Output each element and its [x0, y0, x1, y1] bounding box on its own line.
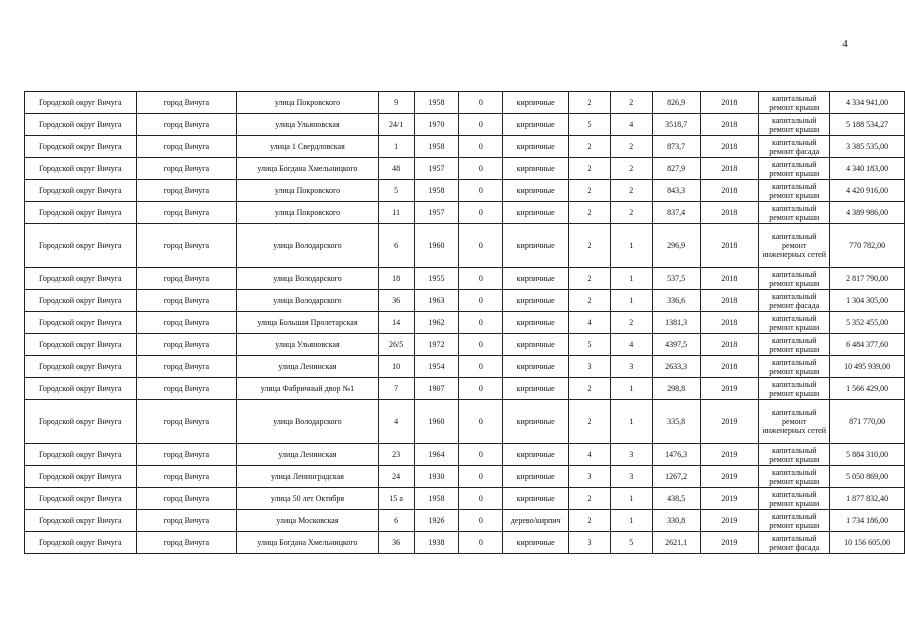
cell-floors: 5	[569, 334, 611, 356]
table-row	[25, 180, 905, 202]
cell-plan-year: 2019	[700, 488, 759, 510]
cell-city: город Вичуга	[136, 488, 237, 510]
cell-city: город Вичуга	[136, 136, 237, 158]
cell-cost: 5 188 534,27	[830, 114, 905, 136]
cell-floors: 2	[569, 510, 611, 532]
cell-street: улица Ульяновская	[237, 334, 379, 356]
cell-district: Городской округ Вичуга	[25, 334, 137, 356]
cell-city: город Вичуга	[136, 532, 237, 554]
cell-year: 1960	[414, 400, 459, 444]
cell-cost: 1 304 305,00	[830, 290, 905, 312]
cell-floors: 2	[569, 290, 611, 312]
cell-col6: 0	[459, 92, 503, 114]
cell-cost: 5 352 455,00	[830, 312, 905, 334]
cell-work: капитальный ремонт крыши	[759, 510, 830, 532]
cell-year: 1907	[414, 378, 459, 400]
cell-year: 1958	[414, 180, 459, 202]
cell-area: 438,5	[652, 488, 700, 510]
cell-material: кирпичные	[503, 158, 569, 180]
cell-entrances: 5	[610, 532, 652, 554]
cell-cost: 4 420 916,00	[830, 180, 905, 202]
cell-floors: 4	[569, 312, 611, 334]
table-row	[25, 136, 905, 158]
cell-area: 1381,3	[652, 312, 700, 334]
cell-material: кирпичные	[503, 202, 569, 224]
cell-street: улица Богдана Хмельницкого	[237, 158, 379, 180]
cell-floors: 3	[569, 356, 611, 378]
cell-col6: 0	[459, 334, 503, 356]
cell-plan-year: 2018	[700, 224, 759, 268]
cell-plan-year: 2018	[700, 136, 759, 158]
cell-material: кирпичные	[503, 532, 569, 554]
cell-entrances: 4	[610, 334, 652, 356]
cell-city: город Вичуга	[136, 158, 237, 180]
cell-district: Городской округ Вичуга	[25, 136, 137, 158]
cell-area: 873,7	[652, 136, 700, 158]
cell-house: 6	[378, 510, 414, 532]
cell-street: улица Московская	[237, 510, 379, 532]
cell-material: кирпичные	[503, 92, 569, 114]
cell-street: улица Фабричный двор №1	[237, 378, 379, 400]
cell-work: капитальный ремонт крыши	[759, 114, 830, 136]
cell-district: Городской округ Вичуга	[25, 158, 137, 180]
cell-col6: 0	[459, 136, 503, 158]
cell-city: город Вичуга	[136, 444, 237, 466]
cell-area: 335,8	[652, 400, 700, 444]
cell-area: 2633,3	[652, 356, 700, 378]
table-row	[25, 158, 905, 180]
cell-house: 23	[378, 444, 414, 466]
cell-cost: 2 817 790,00	[830, 268, 905, 290]
table-row	[25, 290, 905, 312]
cell-material: кирпичные	[503, 466, 569, 488]
cell-entrances: 2	[610, 180, 652, 202]
cell-cost: 871 770,00	[830, 400, 905, 444]
cell-plan-year: 2019	[700, 444, 759, 466]
cell-district: Городской округ Вичуга	[25, 488, 137, 510]
cell-year: 1960	[414, 224, 459, 268]
cell-district: Городской округ Вичуга	[25, 444, 137, 466]
cell-city: город Вичуга	[136, 510, 237, 532]
cell-street: улица Покровского	[237, 202, 379, 224]
cell-col6: 0	[459, 202, 503, 224]
cell-district: Городской округ Вичуга	[25, 224, 137, 268]
cell-house: 9	[378, 92, 414, 114]
cell-plan-year: 2018	[700, 202, 759, 224]
cell-plan-year: 2019	[700, 400, 759, 444]
cell-entrances: 2	[610, 202, 652, 224]
table-row	[25, 356, 905, 378]
cell-material: кирпичные	[503, 378, 569, 400]
cell-house: 11	[378, 202, 414, 224]
cell-city: город Вичуга	[136, 290, 237, 312]
cell-col6: 0	[459, 180, 503, 202]
cell-area: 826,9	[652, 92, 700, 114]
cell-work: капитальный ремонт крыши	[759, 444, 830, 466]
cell-col6: 0	[459, 510, 503, 532]
table-row	[25, 378, 905, 400]
cell-floors: 3	[569, 466, 611, 488]
cell-work: капитальный ремонт крыши	[759, 466, 830, 488]
cell-material: кирпичные	[503, 312, 569, 334]
cell-material: кирпичные	[503, 268, 569, 290]
cell-district: Городской округ Вичуга	[25, 92, 137, 114]
cell-year: 1938	[414, 532, 459, 554]
cell-plan-year: 2018	[700, 356, 759, 378]
cell-street: улица Володарского	[237, 290, 379, 312]
cell-area: 843,3	[652, 180, 700, 202]
cell-street: улица Ленинградская	[237, 466, 379, 488]
cell-year: 1926	[414, 510, 459, 532]
cell-city: город Вичуга	[136, 334, 237, 356]
cell-house: 4	[378, 400, 414, 444]
cell-material: кирпичные	[503, 180, 569, 202]
cell-year: 1958	[414, 488, 459, 510]
cell-floors: 4	[569, 444, 611, 466]
cell-street: улица Большая Пролетарская	[237, 312, 379, 334]
cell-col6: 0	[459, 114, 503, 136]
cell-floors: 5	[569, 114, 611, 136]
cell-work: капитальный ремонт инженерных сетей	[759, 224, 830, 268]
page-number: 4	[842, 38, 848, 50]
cell-area: 336,6	[652, 290, 700, 312]
cell-cost: 10 495 939,00	[830, 356, 905, 378]
cell-city: город Вичуга	[136, 466, 237, 488]
cell-street: улица Володарского	[237, 268, 379, 290]
cell-area: 537,5	[652, 268, 700, 290]
cell-entrances: 3	[610, 466, 652, 488]
cell-year: 1930	[414, 466, 459, 488]
cell-cost: 10 156 605,00	[830, 532, 905, 554]
cell-year: 1972	[414, 334, 459, 356]
cell-cost: 4 334 941,00	[830, 92, 905, 114]
cell-district: Городской округ Вичуга	[25, 400, 137, 444]
cell-city: город Вичуга	[136, 202, 237, 224]
cell-work: капитальный ремонт крыши	[759, 180, 830, 202]
cell-district: Городской округ Вичуга	[25, 290, 137, 312]
cell-entrances: 1	[610, 488, 652, 510]
cell-house: 10	[378, 356, 414, 378]
cell-city: город Вичуга	[136, 356, 237, 378]
cell-floors: 2	[569, 224, 611, 268]
cell-house: 1	[378, 136, 414, 158]
cell-col6: 0	[459, 356, 503, 378]
cell-work: капитальный ремонт крыши	[759, 312, 830, 334]
table-row	[25, 114, 905, 136]
cell-city: город Вичуга	[136, 268, 237, 290]
cell-area: 296,9	[652, 224, 700, 268]
cell-year: 1958	[414, 136, 459, 158]
cell-cost: 3 385 535,00	[830, 136, 905, 158]
cell-house: 36	[378, 290, 414, 312]
cell-plan-year: 2018	[700, 180, 759, 202]
cell-work: капитальный ремонт крыши	[759, 268, 830, 290]
cell-plan-year: 2018	[700, 92, 759, 114]
cell-district: Городской округ Вичуга	[25, 180, 137, 202]
cell-district: Городской округ Вичуга	[25, 356, 137, 378]
cell-work: капитальный ремонт фасада	[759, 136, 830, 158]
cell-work: капитальный ремонт крыши	[759, 378, 830, 400]
cell-cost: 6 484 377,60	[830, 334, 905, 356]
cell-work: капитальный ремонт крыши	[759, 92, 830, 114]
cell-floors: 3	[569, 532, 611, 554]
cell-entrances: 1	[610, 224, 652, 268]
cell-year: 1962	[414, 312, 459, 334]
cell-district: Городской округ Вичуга	[25, 202, 137, 224]
cell-entrances: 1	[610, 510, 652, 532]
cell-area: 1267,2	[652, 466, 700, 488]
cell-district: Городской округ Вичуга	[25, 378, 137, 400]
table-row	[25, 444, 905, 466]
cell-col6: 0	[459, 158, 503, 180]
cell-house: 7	[378, 378, 414, 400]
cell-street: улица Ленинская	[237, 356, 379, 378]
cell-house: 18	[378, 268, 414, 290]
cell-plan-year: 2018	[700, 312, 759, 334]
cell-area: 298,8	[652, 378, 700, 400]
cell-col6: 0	[459, 378, 503, 400]
cell-col6: 0	[459, 444, 503, 466]
cell-floors: 2	[569, 488, 611, 510]
table-row	[25, 202, 905, 224]
cell-floors: 2	[569, 158, 611, 180]
cell-floors: 2	[569, 378, 611, 400]
cell-floors: 2	[569, 400, 611, 444]
cell-material: кирпичные	[503, 136, 569, 158]
cell-plan-year: 2018	[700, 158, 759, 180]
cell-district: Городской округ Вичуга	[25, 510, 137, 532]
cell-entrances: 4	[610, 114, 652, 136]
cell-cost: 1 734 186,00	[830, 510, 905, 532]
cell-area: 3518,7	[652, 114, 700, 136]
cell-city: город Вичуга	[136, 312, 237, 334]
cell-entrances: 2	[610, 312, 652, 334]
cell-year: 1964	[414, 444, 459, 466]
cell-house: 48	[378, 158, 414, 180]
cell-col6: 0	[459, 224, 503, 268]
cell-house: 24/1	[378, 114, 414, 136]
cell-cost: 1 566 429,00	[830, 378, 905, 400]
cell-material: кирпичные	[503, 488, 569, 510]
cell-work: капитальный ремонт фасада	[759, 532, 830, 554]
housing-repair-table	[24, 91, 905, 554]
cell-cost: 770 782,00	[830, 224, 905, 268]
cell-area: 827,9	[652, 158, 700, 180]
cell-floors: 2	[569, 268, 611, 290]
cell-cost: 5 884 310,00	[830, 444, 905, 466]
cell-work: капитальный ремонт крыши	[759, 488, 830, 510]
table-row	[25, 92, 905, 114]
cell-entrances: 1	[610, 400, 652, 444]
cell-plan-year: 2019	[700, 510, 759, 532]
cell-col6: 0	[459, 400, 503, 444]
cell-plan-year: 2018	[700, 114, 759, 136]
cell-year: 1963	[414, 290, 459, 312]
cell-area: 2621,1	[652, 532, 700, 554]
cell-col6: 0	[459, 290, 503, 312]
cell-material: кирпичные	[503, 114, 569, 136]
cell-entrances: 1	[610, 290, 652, 312]
cell-plan-year: 2019	[700, 466, 759, 488]
cell-plan-year: 2018	[700, 268, 759, 290]
table-row	[25, 334, 905, 356]
cell-plan-year: 2019	[700, 378, 759, 400]
cell-cost: 1 877 832,40	[830, 488, 905, 510]
cell-entrances: 1	[610, 378, 652, 400]
cell-city: город Вичуга	[136, 224, 237, 268]
cell-house: 5	[378, 180, 414, 202]
cell-year: 1958	[414, 92, 459, 114]
cell-house: 15 а	[378, 488, 414, 510]
cell-cost: 5 050 869,00	[830, 466, 905, 488]
table-row	[25, 510, 905, 532]
cell-work: капитальный ремонт крыши	[759, 202, 830, 224]
table-row	[25, 488, 905, 510]
cell-work: капитальный ремонт фасада	[759, 290, 830, 312]
cell-material: кирпичные	[503, 400, 569, 444]
cell-cost: 4 389 986,00	[830, 202, 905, 224]
cell-house: 14	[378, 312, 414, 334]
cell-house: 36	[378, 532, 414, 554]
cell-district: Городской округ Вичуга	[25, 312, 137, 334]
cell-col6: 0	[459, 466, 503, 488]
cell-area: 1476,3	[652, 444, 700, 466]
cell-year: 1957	[414, 158, 459, 180]
cell-house: 6	[378, 224, 414, 268]
cell-floors: 2	[569, 92, 611, 114]
cell-street: улица Володарского	[237, 224, 379, 268]
cell-city: город Вичуга	[136, 114, 237, 136]
cell-year: 1957	[414, 202, 459, 224]
cell-work: капитальный ремонт крыши	[759, 334, 830, 356]
cell-street: улица 1 Свердловская	[237, 136, 379, 158]
cell-material: кирпичные	[503, 334, 569, 356]
cell-work: капитальный ремонт крыши	[759, 356, 830, 378]
cell-floors: 2	[569, 202, 611, 224]
cell-material: кирпичные	[503, 290, 569, 312]
cell-material: дерево/кирпич	[503, 510, 569, 532]
cell-year: 1970	[414, 114, 459, 136]
cell-plan-year: 2018	[700, 290, 759, 312]
cell-city: город Вичуга	[136, 400, 237, 444]
cell-cost: 4 340 183,00	[830, 158, 905, 180]
cell-district: Городской округ Вичуга	[25, 114, 137, 136]
cell-year: 1954	[414, 356, 459, 378]
cell-work: капитальный ремонт инженерных сетей	[759, 400, 830, 444]
cell-entrances: 3	[610, 444, 652, 466]
cell-entrances: 2	[610, 136, 652, 158]
cell-city: город Вичуга	[136, 378, 237, 400]
cell-col6: 0	[459, 532, 503, 554]
cell-city: город Вичуга	[136, 180, 237, 202]
cell-area: 330,8	[652, 510, 700, 532]
cell-house: 26/5	[378, 334, 414, 356]
cell-district: Городской округ Вичуга	[25, 466, 137, 488]
cell-district: Городской округ Вичуга	[25, 268, 137, 290]
cell-year: 1955	[414, 268, 459, 290]
cell-entrances: 1	[610, 268, 652, 290]
table-row	[25, 224, 905, 268]
table-row	[25, 312, 905, 334]
cell-col6: 0	[459, 268, 503, 290]
cell-floors: 2	[569, 180, 611, 202]
cell-area: 837,4	[652, 202, 700, 224]
cell-street: улица Ульяновская	[237, 114, 379, 136]
cell-work: капитальный ремонт крыши	[759, 158, 830, 180]
cell-district: Городской округ Вичуга	[25, 532, 137, 554]
cell-house: 24	[378, 466, 414, 488]
cell-plan-year: 2018	[700, 334, 759, 356]
cell-street: улица Володарского	[237, 400, 379, 444]
cell-street: улица Покровского	[237, 180, 379, 202]
cell-street: улица Покровского	[237, 92, 379, 114]
cell-entrances: 3	[610, 356, 652, 378]
cell-material: кирпичные	[503, 356, 569, 378]
table-row	[25, 400, 905, 444]
cell-col6: 0	[459, 312, 503, 334]
cell-street: улица 50 лет Октября	[237, 488, 379, 510]
cell-col6: 0	[459, 488, 503, 510]
cell-city: город Вичуга	[136, 92, 237, 114]
table-row	[25, 268, 905, 290]
cell-material: кирпичные	[503, 224, 569, 268]
cell-entrances: 2	[610, 92, 652, 114]
cell-floors: 2	[569, 136, 611, 158]
cell-street: улица Богдана Хмельницкого	[237, 532, 379, 554]
cell-entrances: 2	[610, 158, 652, 180]
table-row	[25, 532, 905, 554]
cell-area: 4397,5	[652, 334, 700, 356]
cell-street: улица Ленинская	[237, 444, 379, 466]
table-row	[25, 466, 905, 488]
cell-plan-year: 2019	[700, 532, 759, 554]
cell-material: кирпичные	[503, 444, 569, 466]
